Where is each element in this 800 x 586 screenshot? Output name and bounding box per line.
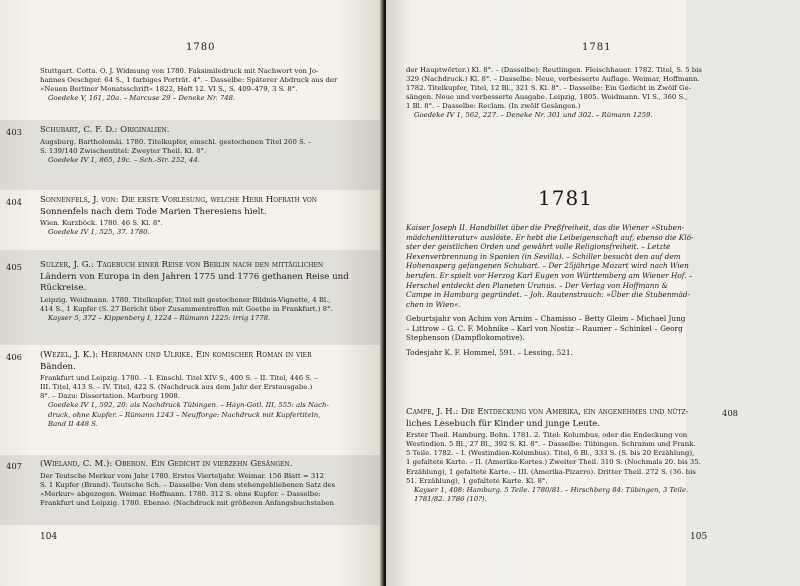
text-line: »Merkur« abgezogen. Weimar. Hoffmann. 1780. 312 S. ohne Kupfer. – Dasselbe: [40, 489, 321, 498]
entry-heading: (Wieland, C. M.): Oberon. Ein Gedicht in vierzehn Gesängen. [40, 459, 293, 469]
text-line: Westindien. 5 Bl., 27 Bl., 392 S. Kl. 8°. – Dasselbe: Tübingen. Schramm und Frank. [406, 440, 696, 449]
text-line: Stuttgart. Cotta. O. J. Widmung von 1780. Faksimiledruck mit Nachwort von Jo- [40, 67, 319, 75]
entry-heading [406, 407, 711, 430]
heading-line: Bänden. [40, 361, 76, 372]
text-line: Frankfurt und Leipzig. 1780. Ebenso. (Nachdruck mit größeren Anfangsbuchstaben [40, 498, 334, 507]
entry-body [40, 219, 370, 237]
text-line: 51. Erzählung), 1 gefaltete Karte. Kl. 8°. [406, 476, 548, 485]
bibliography-entry [406, 407, 711, 504]
reference-line: druck, ohne Kupfer. – Rümann 1243 – Neufforge: Nachdruck mit Kupfertiteln, [48, 410, 321, 419]
entry-number: 404 [6, 197, 22, 207]
year-introduction [406, 223, 711, 309]
running-head: 1781 [582, 42, 612, 53]
text-line: 1782. Titelkupfer, Titel, 12 Bl., 321 S. Kl. 8°. – Dasselbe: Ein Gedicht in Zwölf Ge- [406, 84, 691, 93]
left-page [0, 0, 384, 586]
text-line: 1 gefaltete Karte. – II. (Amerika-Kortes.) Zweiter Theil. 310 S. (Nochmals 20. bis 35. [406, 458, 701, 467]
text-line: S. 139/140 Zwischentitel: Zweyter Theil. Kl. 8°. [40, 146, 207, 155]
entry-number: 406 [6, 352, 22, 362]
reference-line: 1781/82. 1786 (10?). [414, 494, 487, 503]
entry-body [40, 374, 370, 429]
scan-shadow [0, 120, 384, 190]
reference-line: Goedeke IV 1, 525, 37. 1780. [48, 228, 150, 237]
text-line: Kaiser Joseph II. Handbillet über die Preßfreiheit, das die Wiener »Stuben- [406, 223, 685, 232]
text-line: hannes Oeschger. 64 S., 1 farbiges Porträt. 4°. – Dasselbe: Späterer Abdruck aus der [40, 76, 338, 85]
entry-number: 407 [6, 461, 22, 471]
text-line: mädchenlitteratur« auslöste. Er hebt die Leibeigenschaft auf, ebenso die Klö- [406, 232, 694, 242]
text-line: berufen. Er spielt vor Herzog Karl Eugen von Württemberg am Wiener Hof. – [406, 270, 693, 280]
running-head: 1780 [186, 42, 216, 53]
right-page [386, 0, 800, 586]
reference-line: Goedeke V, 161, 20a. – Marcuse 29 – Deneke Nr. 748. [48, 94, 236, 103]
text-line: Wien. Kurzböck. 1780. 46 S. Kl. 8°. [40, 219, 163, 228]
reference-line: Kayser 1, 408: Hamburg. 5 Teile. 1780/81. – Hirschberg 84: Tübingen, 3 Teile. [414, 485, 689, 494]
entry-number: 408 [722, 408, 738, 418]
text-line: III. Titel, 413 S. – IV. Titel, 422 S. (Nachdruck aus dem Jahr der Erstausgabe.) [40, 383, 313, 392]
text-line: sängen. Neue und verbesserte Ausgabe. Leipzig, 1805. Weidmann. VI S., 360 S., [406, 93, 688, 102]
text-line: Hexenverbrennung in Spanien (in Sevilla). – Schiller besucht den auf dem [406, 251, 681, 261]
entry-heading [40, 350, 370, 373]
text-line: Stephenson (Dampflokomotive). [406, 333, 525, 343]
reference-line: Goedeke IV 1, 592, 20: als Nachdruck Tübingen. – Hayn-Gotl. III, 555: als Nach- [48, 401, 329, 410]
bibliography-entry [40, 195, 370, 237]
text-line: S. 1 Kupfer (Brand). Teutsche Sch. – Dasselbe: Von dem stehengebliebenen Satz des [40, 480, 336, 489]
text-line: 5 Teile. 1782. – I. (Westindien-Kolumbus). Titel, 6 Bl., 333 S. (S. bis 20 Erzählung), [406, 449, 695, 458]
page-number: 105 [690, 532, 708, 542]
reference-line: Band II 448 S. [48, 419, 98, 428]
entry-heading: Schubart, C. F. D.: Originalien. [40, 125, 170, 135]
deaths-line: Todesjahr K. F. Hommel, 591. – Lessing, 521. [406, 348, 573, 357]
continuation-block [406, 66, 706, 121]
entry-number: 403 [6, 127, 22, 137]
text-line: Der Teutsche Merkur vom Jahr 1780. Erstes Vierteljahr. Weimar. 156 Blatt = 312 [40, 471, 324, 480]
reference-line: Kayser 5, 372 – Kippenberg I, 1224 – Rümann 1225: irrig 1778. [48, 313, 271, 322]
heading-line: Ländern von Europa in den Jahren 1775 und 1776 gethanen Reise und [40, 271, 349, 282]
continuation-block [40, 67, 370, 103]
bibliography-entry [40, 350, 370, 429]
text-line: Campe in Hamburg gegründet. – Joh. Rautenstrauch: »Über die Stubenmäd- [406, 290, 690, 300]
text-line: Leipzig. Weidmann. 1780. Titelkupfer, Titel mit gestochener Bildnis-Vignette, 4 Bl., [40, 295, 331, 304]
text-line: Hohenasperg gefangenen Schubart. – Der 25jährige Mozart wird nach Wien [406, 261, 689, 271]
reference-line: Goedeke IV 1, 865, 19c. – Sch.-Str. 252, 44. [48, 155, 200, 164]
scan-shadow [686, 0, 800, 586]
text-line: Erster Theil. Hamburg. Bohn. 1781. 2. Titel: Kolumbus, oder die Endeckung von [406, 431, 688, 440]
year-heading: 1781 [538, 186, 593, 210]
births-block [406, 314, 711, 343]
entry-heading [40, 195, 370, 218]
heading-line: Sonnenfels, J. von: Die erste Vorlesung, welche Herr Hofrath von [40, 195, 318, 205]
entry-number: 405 [6, 262, 22, 272]
text-line: »Neuen Berliner Monatsschrift« 1822, Heft 12. VI S., S. 409–479, 3 S. 8°. [40, 85, 298, 94]
text-line: Augsburg. Bartholomäi. 1780. Titelkupfer, einschl. gestochenen Titel 260 S. – [40, 137, 312, 146]
heading-line: Sulzer, J. G.: Tagebuch einer Reise von Berlin nach den mittäglichen [40, 260, 324, 270]
heading-line: Sonnenfels nach dem Tode Marien Theresiens hielt. [40, 206, 267, 217]
heading-line: Rückreise. [40, 283, 87, 294]
entry-body [406, 431, 711, 504]
page-number: 104 [40, 532, 58, 542]
text-line: 414 S., 1 Kupfer (S. 27 Bericht über Zusammentreffen mit Goethe in Frankfurt.) 8°. [40, 304, 333, 313]
text-line: ster der geistlichen Orden und gewährt volle Religionsfreiheit. – Letzte [406, 242, 671, 252]
scan-shadow [0, 250, 384, 345]
text-line: chen in Wien«. [406, 299, 461, 309]
text-line: Herschel entdeckt den Planeten Uranus. – Der Verlag von Hoffmann & [406, 280, 668, 290]
text-line: der Hauptwörter.) Kl. 8°. – (Dasselbe): Reutlingen. Fleischhauer. 1782. Titel, S. 5 bis [406, 66, 702, 74]
scan-shadow [0, 455, 384, 525]
reference-line: Goedeke IV 1, 562, 227. – Deneke Nr. 301 und 302. – Rümann 1259. [414, 111, 653, 120]
text-line: Erzählung), 1 gefaltete Karte. – III. (Amerika-Pizarro). Dritter Theil. 272 S. (36. bis [406, 467, 696, 476]
heading-line: liches Lesebuch für Kinder und junge Leute. [406, 418, 601, 429]
heading-line: (Wezel, J. K.): Herrmann und Ulrike. Ein komischer Roman in vier [40, 350, 312, 360]
text-line: – Littrow – G. C. F. Mohnike – Karl von Nostiz – Raumer – Schinkel – Georg [406, 323, 683, 333]
text-line: 1 Bl. 8°. – Dasselbe: Reclam. (In zwölf Gesängen.) [406, 102, 581, 111]
text-line: Frankfurt und Leipzig. 1780. – I. Einschl. Titel XIV S., 400 S. – II. Titel, 446 S. – [40, 374, 318, 383]
text-line: Geburtsjahr von Achim von Arnim – Chamisso – Betty Gleim – Michael Jung [406, 314, 686, 323]
heading-line: Campe, J. H.: Die Entdeckung von Amerika, ein angenehmes und nütz- [406, 407, 689, 417]
text-line: 329 (Nachdruck.) Kl. 8°. – Dasselbe: Neue, verbesserte Auflage. Weimar, Hoffmann. [406, 75, 700, 84]
text-line: 8°. – Dazu: Dissertation. Marburg 1908. [40, 392, 180, 401]
